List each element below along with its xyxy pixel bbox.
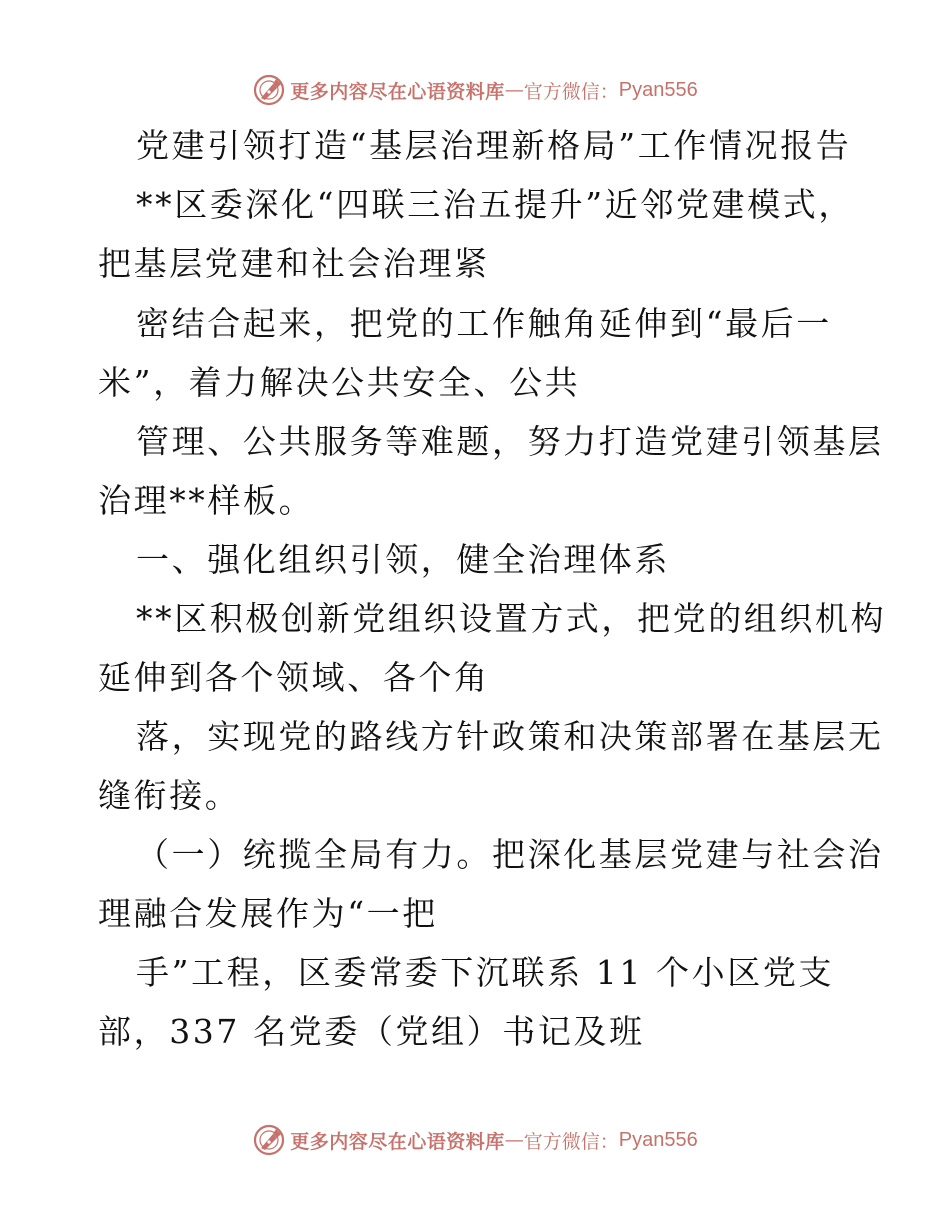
paragraph-line: 部，337 名党委（党组）书记及班 [98, 1012, 645, 1051]
paragraph-line: 把基层党建和社会治理紧 [98, 244, 490, 283]
watermark-wechat-label: 官方微信： [523, 1130, 619, 1153]
subsection-heading: （一）统揽全局有力。把深化基层党建与社会治 [136, 835, 884, 874]
paragraph-line: **区委深化“四联三治五提升”近邻党建模式， [136, 185, 854, 224]
paragraph-line: 落，实现党的路线方针政策和决策部署在基层无 [136, 717, 884, 756]
section-heading: 一、强化组织引领，健全治理体系 [136, 540, 670, 579]
watermark-wechat-label: 官方微信： [523, 80, 619, 103]
header-watermark [0, 70, 950, 110]
paragraph-line: 管理、公共服务等难题，努力打造党建引领基层 [136, 422, 884, 461]
paragraph-line: 手”工程，区委常委下沉联系 11 个小区党支 [136, 953, 835, 992]
paragraph-line: 密结合起来，把党的工作触角延伸到“最后一 [136, 304, 832, 343]
paragraph-line: 缝衔接。 [98, 776, 241, 815]
watermark-separator: — [504, 1129, 524, 1151]
paragraph-line: 理融合发展作为“一把 [98, 894, 438, 933]
document-title: 党建引领打造“基层治理新格局”工作情况报告 [136, 126, 852, 165]
watermark-separator: — [504, 79, 524, 101]
paragraph-line: 治理**样板。 [98, 481, 315, 520]
watermark-wechat-id: Pyan556 [618, 78, 698, 101]
paragraph-line: **区积极创新党组织设置方式，把党的组织机构 [136, 599, 887, 638]
pen-nib-logo-icon [252, 73, 286, 107]
pen-nib-logo-icon [252, 1123, 286, 1157]
paragraph-line: 延伸到各个领域、各个角 [98, 658, 490, 697]
footer-watermark [0, 1120, 950, 1160]
watermark-brand-text: 更多内容尽在心语资料库 [290, 80, 505, 103]
watermark-brand-text: 更多内容尽在心语资料库 [290, 1130, 505, 1153]
paragraph-line: 米”，着力解决公共安全、公共 [98, 363, 581, 402]
watermark-wechat-id: Pyan556 [618, 1128, 698, 1151]
